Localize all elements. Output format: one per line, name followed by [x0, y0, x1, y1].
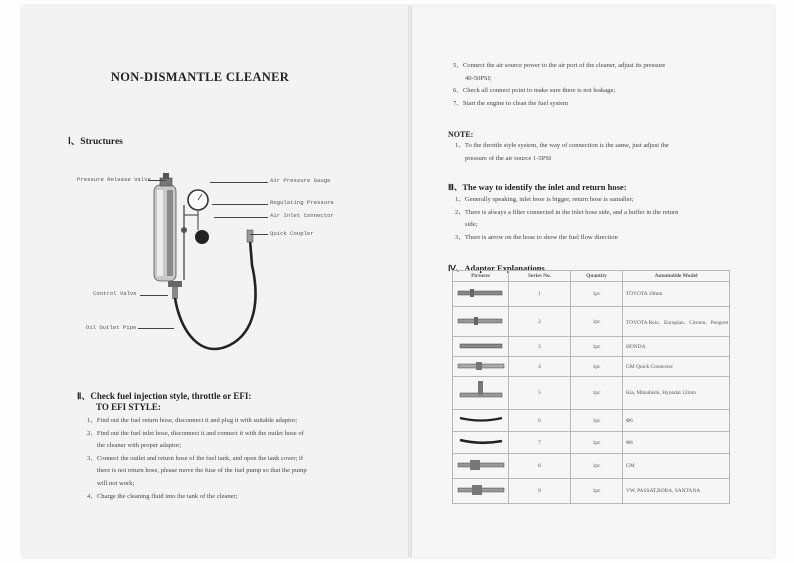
header-pictures: Pictures: [453, 271, 509, 282]
table-row: [453, 432, 730, 454]
header-quantity: Quantity: [571, 271, 623, 282]
efi-step-cont: will not work;: [97, 479, 135, 487]
quantity: 1pc: [571, 357, 623, 377]
table-row: [453, 337, 730, 357]
quantity: 1pc: [571, 479, 623, 504]
adaptor-picture: [453, 282, 509, 307]
efi-step: 2、Find out the fuel inlet hose, disconnect it and connect it with the outlet hose of: [87, 429, 304, 437]
series-no: 1: [509, 282, 571, 307]
note-list: [455, 140, 745, 165]
section-structures-heading: Ⅰ、Structures: [68, 137, 123, 147]
automobile-model: HONDA: [623, 337, 730, 357]
table-row: [453, 479, 730, 504]
efi-step: 3、Connect the outlet and return hose of the fuel tank, and open the tank cover; if: [87, 454, 304, 462]
identify-list: [455, 194, 745, 244]
series-no: 9: [509, 479, 571, 504]
quantity: 1pc: [571, 410, 623, 432]
note-item: 1、To the throttle style system, the way of connection is the same, just adjust the: [455, 142, 669, 149]
table-row: [453, 377, 730, 410]
label-air-pressure-gauge: Air Pressure Gauge: [270, 177, 331, 184]
label-regulating-pressure: Regulating Pressure: [270, 199, 334, 206]
series-no: 4: [509, 357, 571, 377]
label-quick-coupler: Quick Coupler: [270, 230, 314, 237]
quantity: 1pc: [571, 454, 623, 479]
table-header-row: [453, 271, 730, 282]
step-item-cont: 40-50PSI;: [465, 74, 492, 82]
efi-step: 1、Find out the fuel return hose, disconnect it and plug it with suitable adaptor;: [87, 417, 298, 424]
quantity: 1pc: [571, 307, 623, 337]
quantity: 1pc: [571, 282, 623, 307]
series-no: 3: [509, 337, 571, 357]
automobile-model: Kia, Mitsubishi, Hyundai 12mm: [623, 377, 730, 410]
adaptor-picture: [453, 410, 509, 432]
automobile-model: GM Quick Connector: [623, 357, 730, 377]
series-no: 8: [509, 454, 571, 479]
header-automobile-model: Automobile Model: [623, 271, 730, 282]
section-identify-heading: Ⅲ、The way to identify the inlet and return hose:: [448, 182, 627, 192]
note-item-cont: pressure of the air source 1-5PSI: [465, 154, 552, 162]
series-no: 7: [509, 432, 571, 454]
quick-coupler-fitting: [247, 230, 253, 242]
cleaner-diagram: [140, 170, 270, 360]
adaptor-picture: [453, 432, 509, 454]
step-item: 6、Check all connect point to make sure there is not leakage;: [453, 87, 616, 95]
continued-steps-list: [453, 60, 743, 110]
adaptor-picture: [453, 377, 509, 410]
label-pressure-release-valve: Pressure Release Valve: [77, 176, 151, 183]
step-item: 5、Connect the air source power to the air port of the cleaner, adjust its pressure: [453, 62, 666, 69]
label-air-inlet-connector: Air Inlet Connector: [270, 212, 334, 219]
table-row: [453, 282, 730, 307]
header-series-no: Series No.: [509, 271, 571, 282]
quantity: 1pc: [571, 432, 623, 454]
table-row: [453, 307, 730, 337]
identify-item-cont: side;: [465, 221, 478, 229]
quantity: 1pc: [571, 337, 623, 357]
section-efi-subheading: TO EFI STYLE:: [96, 402, 161, 412]
identify-item: 1、Generally speaking, inlet hose is bigger, return hose is samaller;: [455, 196, 634, 203]
page-fold: [408, 6, 412, 557]
section-adaptor-heading: Ⅳ、Adaptor Explanations: [448, 263, 545, 273]
adaptor-picture: [453, 307, 509, 337]
automobile-model: Φ8: [623, 432, 730, 454]
series-no: 2: [509, 307, 571, 337]
series-no: 5: [509, 377, 571, 410]
adaptor-table: [452, 270, 730, 504]
automobile-model: Φ6: [623, 410, 730, 432]
adaptor-picture: [453, 479, 509, 504]
table-row: [453, 357, 730, 377]
identify-item: 2、There is always a filter connected in the inlet hose side, and a buffer in the return: [455, 208, 679, 216]
automobile-model: TOYOTA Reiz、Europian、Citroen、Peugeot: [623, 307, 730, 337]
efi-step-cont: there is not return hose, please move the fuse of the fuel pump so that the pump: [97, 467, 307, 475]
document-title: NON-DISMANTLE CLEANER: [110, 70, 290, 84]
table-row: [453, 454, 730, 479]
note-heading: NOTE:: [448, 130, 474, 139]
control-valve: [168, 281, 182, 287]
efi-step-cont: the cleaner with proper adaptor;: [97, 442, 182, 450]
adaptor-picture: [453, 337, 509, 357]
adaptor-picture: [453, 357, 509, 377]
quantity: 1pc: [571, 377, 623, 410]
release-valve: [163, 173, 169, 179]
automobile-model: VW, PASSAT,BORA, SANTANA: [623, 479, 730, 504]
table-row: [453, 410, 730, 432]
series-no: 6: [509, 410, 571, 432]
efi-step: 4、Charge the cleaning fluid into the tank of the cleaner;: [87, 492, 238, 500]
label-oil-outlet-pipe: Oil Outlet Pipe: [86, 324, 137, 331]
section-check-heading: Ⅱ、Check fuel injection style, throttle or EFI:: [77, 391, 252, 401]
regulator-knob: [195, 230, 209, 244]
step-item: 7、Start the engine to clean the fuel system: [453, 99, 569, 107]
outlet-hose: [175, 240, 256, 349]
automobile-model: TOYOTA 10mm: [623, 282, 730, 307]
identify-item: 3、There is arrow on the hose to show the fuel flow direction: [455, 233, 618, 241]
adaptor-picture: [453, 454, 509, 479]
label-control-valve: Control Valve: [93, 290, 137, 297]
automobile-model: GM: [623, 454, 730, 479]
efi-steps-list: [87, 415, 387, 503]
